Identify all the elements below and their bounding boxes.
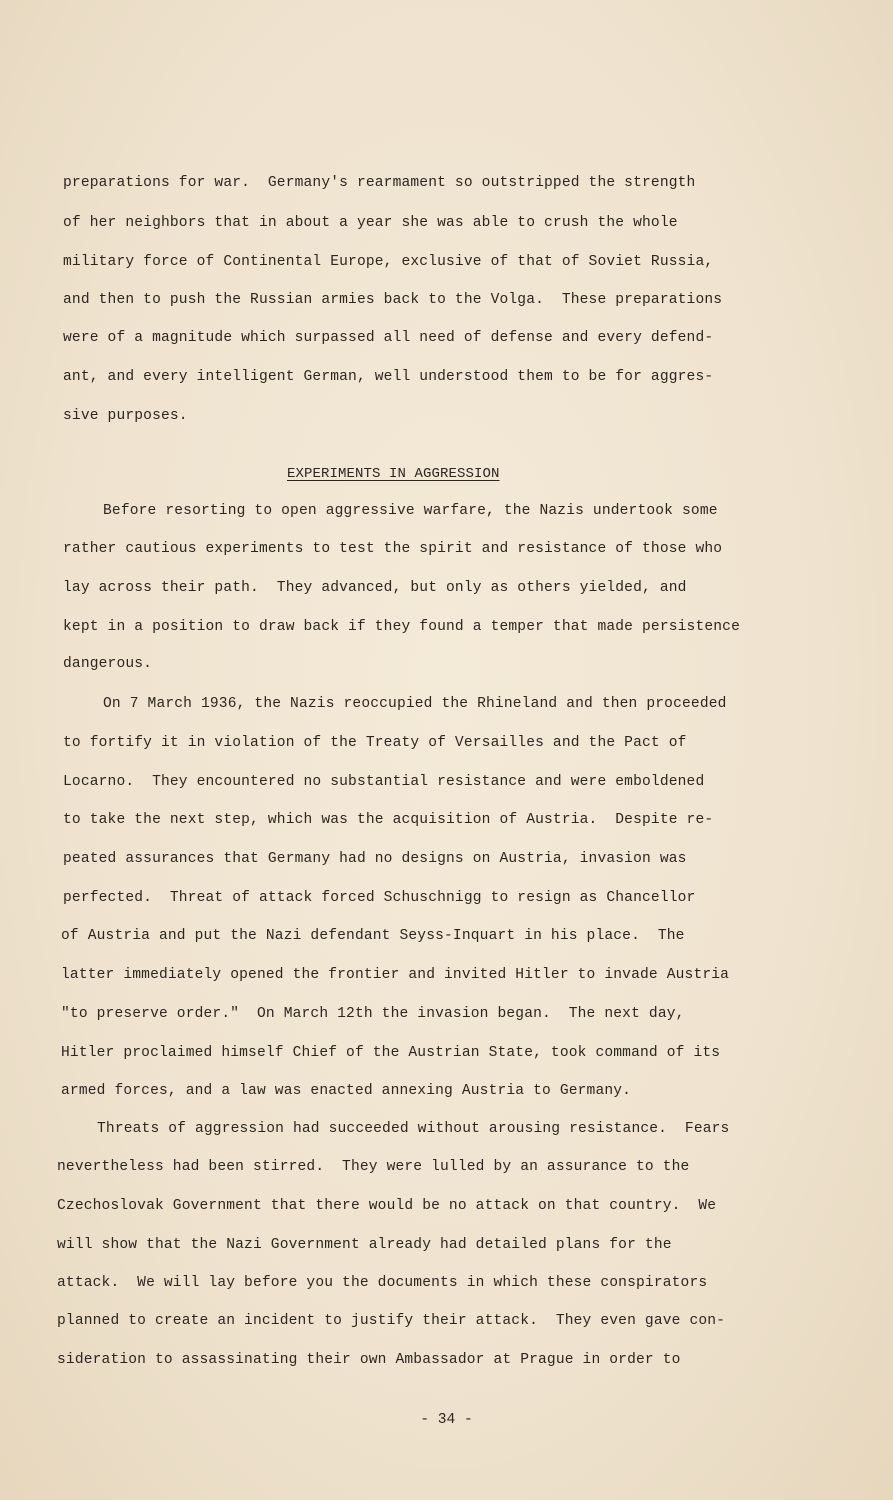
text-line: perfected. Threat of attack forced Schuschnigg to resign as Chancellor — [63, 890, 696, 906]
text-line: Locarno. They encountered no substantial resistance and were emboldened — [63, 774, 705, 790]
text-line: ant, and every intelligent German, well understood them to be for aggres- — [63, 369, 714, 385]
text-line: of her neighbors that in about a year she was able to crush the whole — [63, 215, 678, 231]
text-line: were of a magnitude which surpassed all need of defense and every defend- — [63, 330, 714, 346]
text-line: nevertheless had been stirred. They were lulled by an assurance to the — [57, 1159, 690, 1175]
text-line: "to preserve order." On March 12th the invasion began. The next day, — [61, 1006, 685, 1022]
text-line: dangerous. — [63, 656, 153, 672]
text-line: planned to create an incident to justify their attack. They even gave con- — [57, 1313, 726, 1329]
text-line: On 7 March 1936, the Nazis reoccupied the Rhineland and then proceeded — [103, 696, 727, 712]
text-line: latter immediately opened the frontier and invited Hitler to invade Austria — [61, 967, 730, 983]
text-line: Czechoslovak Government that there would be no attack on that country. We — [57, 1198, 717, 1214]
text-line: rather cautious experiments to test the spirit and resistance of those who — [63, 541, 723, 557]
text-line: will show that the Nazi Government already had detailed plans for the — [57, 1237, 672, 1253]
text-line: armed forces, and a law was enacted annexing Austria to Germany. — [61, 1083, 632, 1099]
section-heading: EXPERIMENTS IN AGGRESSION — [287, 466, 500, 482]
text-line: Threats of aggression had succeeded without arousing resistance. Fears — [97, 1121, 730, 1137]
text-line: to take the next step, which was the acquisition of Austria. Despite re- — [63, 812, 714, 828]
page-number: - 34 - — [420, 1412, 473, 1428]
text-line: of Austria and put the Nazi defendant Seyss-Inquart in his place. The — [61, 928, 685, 944]
text-line: Before resorting to open aggressive warfare, the Nazis undertook some — [103, 503, 718, 519]
text-line: attack. We will lay before you the documents in which these conspirators — [57, 1275, 708, 1291]
text-line: military force of Continental Europe, exclusive of that of Soviet Russia, — [63, 254, 714, 270]
text-line: peated assurances that Germany had no designs on Austria, invasion was — [63, 851, 687, 867]
text-line: preparations for war. Germany's rearmament so outstripped the strength — [63, 175, 696, 191]
text-line: to fortify it in violation of the Treaty of Versailles and the Pact of — [63, 735, 687, 751]
text-line: lay across their path. They advanced, but only as others yielded, and — [63, 580, 687, 596]
text-line: sive purposes. — [63, 408, 188, 424]
text-line: and then to push the Russian armies back to the Volga. These preparations — [63, 292, 723, 308]
text-line: kept in a position to draw back if they found a temper that made persistence — [63, 619, 740, 635]
text-line: Hitler proclaimed himself Chief of the Austrian State, took command of its — [61, 1045, 721, 1061]
text-line: sideration to assassinating their own Ambassador at Prague in order to — [57, 1352, 681, 1368]
